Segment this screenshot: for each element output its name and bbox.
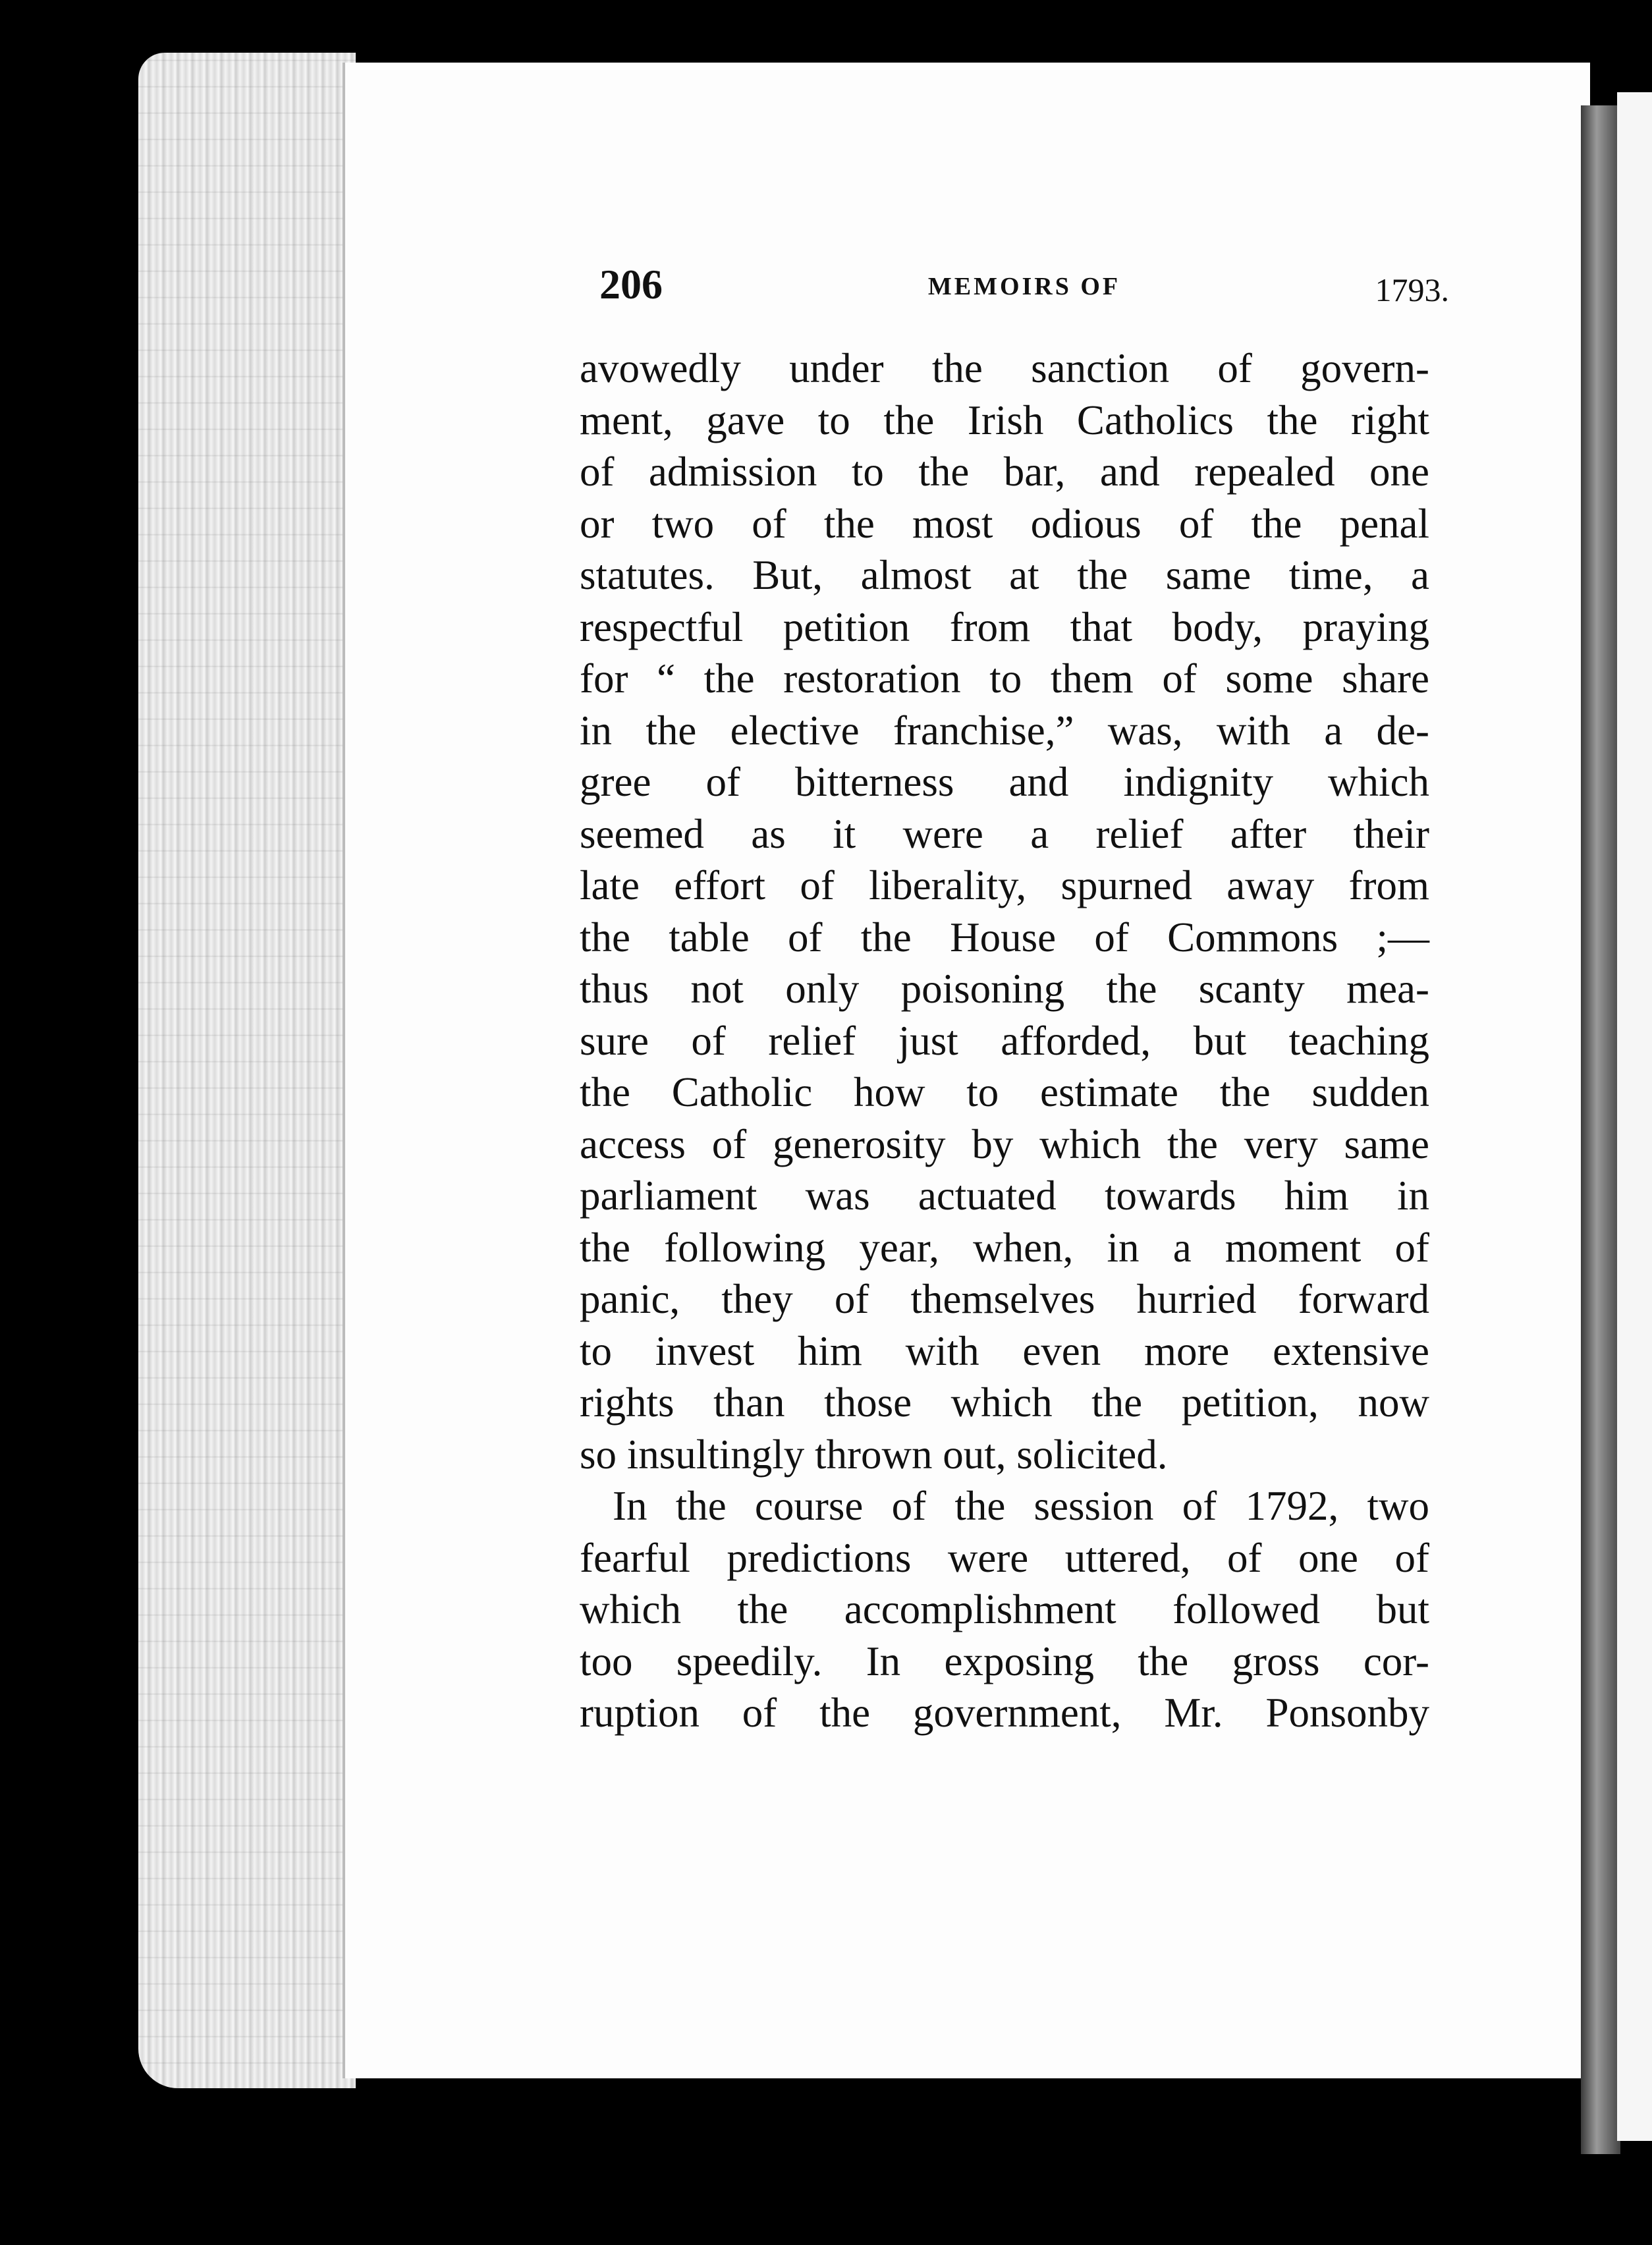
body-text [580,343,1429,1739]
text-line: thus not only poisoning the scanty mea- [580,966,1429,1012]
text-line: ruption of the government, Mr. Ponsonby [580,1690,1429,1736]
text-line: so insultingly thrown out, solicited. [580,1431,1168,1478]
text-line: or two of the most odious of the penal [580,500,1429,547]
text-line: gree of bitterness and indignity which [580,759,1429,805]
text-line: the Catholic how to estimate the sudden [580,1069,1429,1115]
adjacent-page-edge [1617,92,1652,2141]
text-line: in the elective franchise,” was, with a de- [580,707,1429,754]
text-line: seemed as it were a relief after their [580,810,1429,857]
page-number: 206 [599,261,663,308]
text-line: for “ the restoration to them of some share [580,655,1429,702]
text-line: which the accomplishment followed but [580,1586,1429,1632]
text-line: to invest him with even more extensive [580,1327,1429,1374]
book-spine [1581,105,1620,2154]
text-line: sure of relief just afforded, but teaching [580,1017,1429,1064]
text-line: too speedily. In exposing the gross cor- [580,1638,1429,1684]
text-line: access of generosity by which the very same [580,1121,1429,1167]
running-head [599,260,1449,319]
running-title: MEMOIRS OF [927,273,1121,300]
text-line: ment, gave to the Irish Catholics the right [580,397,1429,443]
text-line: of admission to the bar, and repealed one [580,449,1429,495]
text-line: parliament was actuated towards him in [580,1173,1429,1219]
text-line: respectful petition from that body, praying [580,603,1429,650]
page-edges [138,53,356,2088]
text-line: panic, they of themselves hurried forward [580,1276,1429,1322]
text-line: avowedly under the sanction of govern- [580,345,1429,391]
text-line: the table of the House of Commons ;— [580,914,1429,960]
header-year: 1793. [1375,271,1449,308]
text-line: the following year, when, in a moment of [580,1224,1429,1271]
text-line: In the course of the session of 1792, two [613,1483,1429,1529]
text-line: fearful predictions were uttered, of one of [580,1534,1429,1581]
text-line: late effort of liberality, spurned away from [580,862,1429,908]
text-line: rights than those which the petition, now [580,1379,1429,1426]
text-line: statutes. But, almost at the same time, a [580,552,1429,598]
